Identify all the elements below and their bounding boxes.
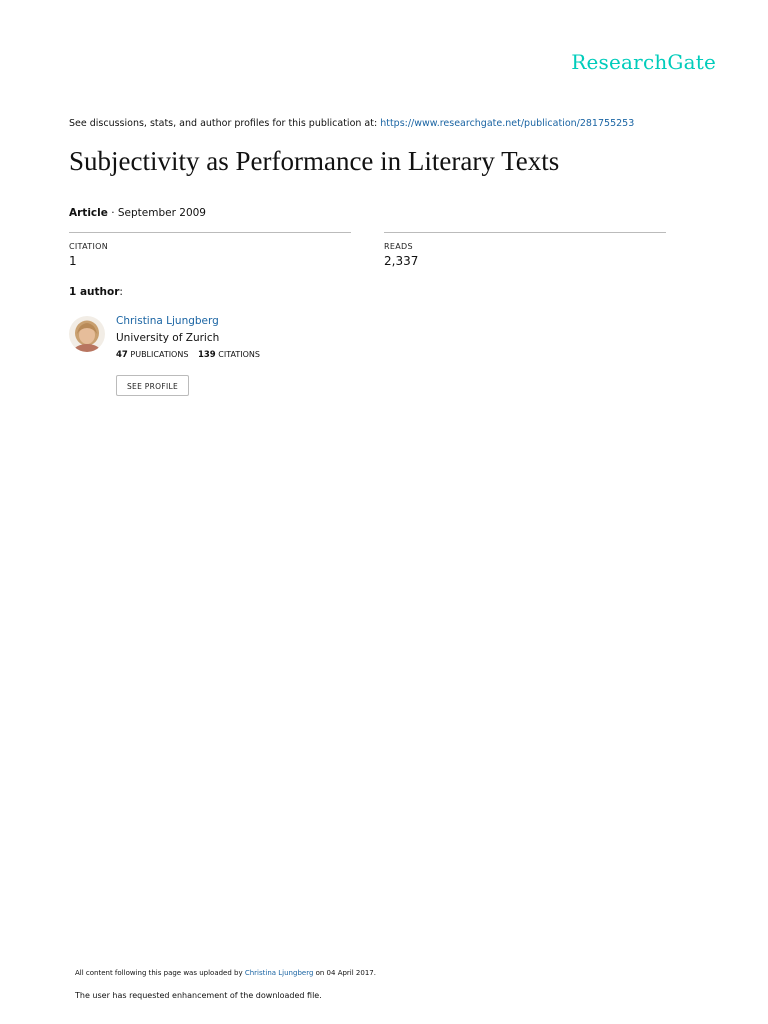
author-count-colon: : — [119, 286, 123, 298]
citation-value: 1 — [69, 254, 77, 268]
researchgate-logo[interactable]: ResearchGate — [571, 50, 716, 74]
publication-link-line — [69, 118, 634, 129]
citation-stat — [69, 232, 351, 268]
upload-prefix: All content following this page was uploaded by — [75, 969, 245, 977]
upload-suffix: on 04 April 2017. — [313, 969, 376, 977]
uploader-link[interactable]: Christina Ljungberg — [244, 969, 314, 977]
see-discussions-text: See discussions, stats, and author profiles for this publication at: — [69, 118, 381, 129]
publication-type: Article — [69, 207, 108, 219]
upload-note — [75, 969, 376, 977]
author-name-link[interactable]: Christina Ljungberg — [116, 315, 219, 327]
publication-url-link[interactable]: https://www.researchgate.net/publication/281755253 — [380, 118, 635, 129]
author-count: 1 author — [69, 286, 120, 298]
publication-meta — [69, 207, 206, 219]
authors-heading — [69, 286, 123, 298]
author-card — [116, 315, 260, 360]
author-photo-icon[interactable] — [69, 316, 105, 352]
reads-stat — [384, 232, 666, 268]
citations-count: 139 — [197, 350, 216, 360]
see-profile-button[interactable]: SEE PROFILE — [116, 375, 189, 396]
publications-count: 47 — [116, 350, 128, 360]
citation-label: CITATION — [69, 242, 108, 251]
reads-label: READS — [384, 242, 413, 251]
reads-value: 2,337 — [384, 254, 419, 268]
author-stats — [116, 350, 260, 360]
enhancement-request-note: The user has requested enhancement of the downloaded file. — [75, 991, 322, 1000]
author-institution: University of Zurich — [116, 332, 220, 344]
citations-label: CITATIONS — [218, 350, 260, 359]
publications-label: PUBLICATIONS — [130, 350, 189, 359]
publication-title: Subjectivity as Performance in Literary Texts — [69, 146, 560, 176]
author-photo-svg — [69, 316, 105, 352]
publication-date: · September 2009 — [107, 207, 206, 219]
